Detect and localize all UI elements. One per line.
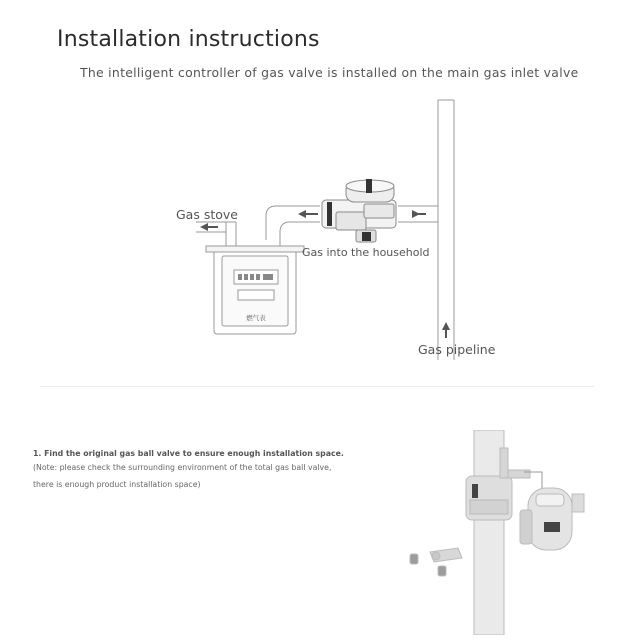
valve-installation-illustration <box>396 430 616 635</box>
meter-label: 燃气表 <box>246 314 266 322</box>
step-1-title: 1. Find the original gas ball valve to ensure enough installation space. <box>33 449 344 458</box>
page-subtitle: The intelligent controller of gas valve is installed on the main gas inlet valve <box>80 65 579 80</box>
step-1-note-line-2: there is enough product installation space) <box>33 480 201 489</box>
section-divider <box>40 386 594 387</box>
label-gas-stove: Gas stove <box>176 207 238 222</box>
label-gas-into-household: Gas into the household <box>302 246 430 259</box>
label-gas-pipeline: Gas pipeline <box>418 342 496 357</box>
step-1-note-line-1: (Note: please check the surrounding environment of the total gas ball valve, <box>33 463 332 472</box>
valve-controller <box>322 180 396 242</box>
page-title: Installation instructions <box>57 27 320 52</box>
